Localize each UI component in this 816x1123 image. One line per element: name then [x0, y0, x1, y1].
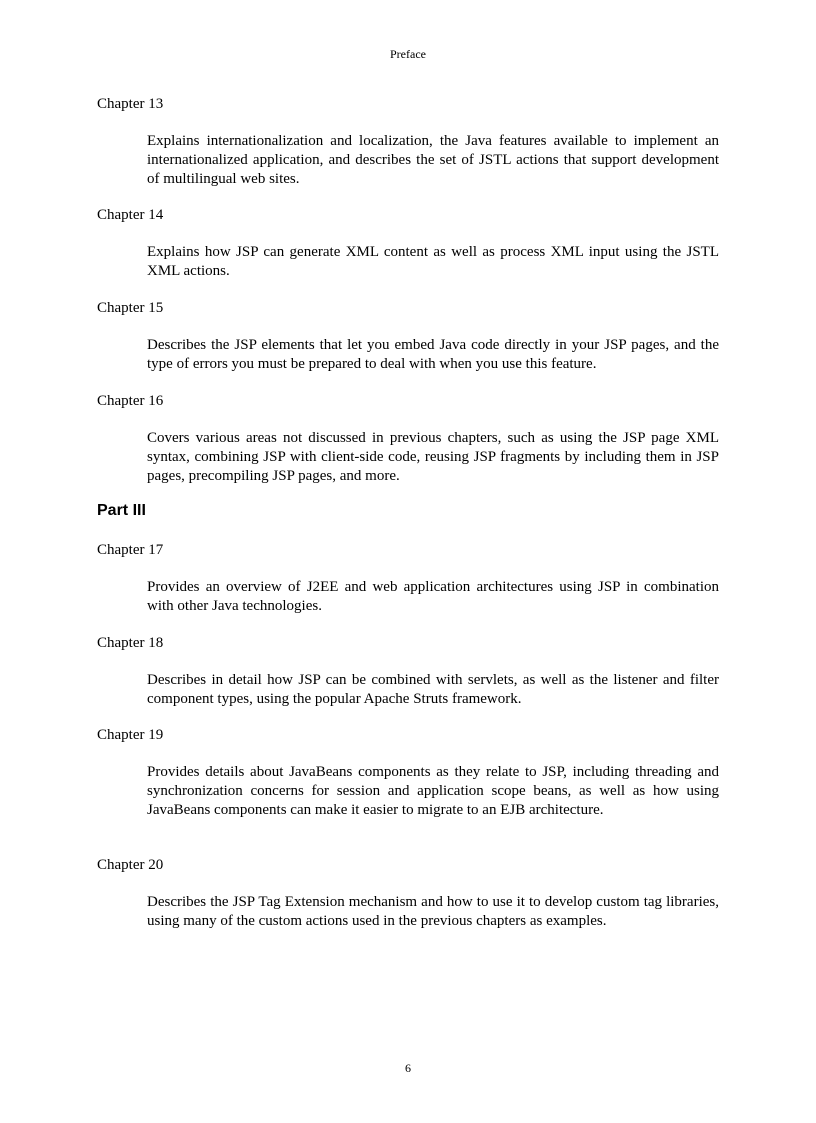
part-heading: Part III	[97, 502, 146, 519]
chapter-18-heading: Chapter 18	[97, 635, 164, 651]
chapter-15-heading: Chapter 15	[97, 300, 164, 316]
chapter-17-heading: Chapter 17	[97, 542, 164, 558]
chapter-13-description: Explains internationalization and localization, the Java features available to implement an internationalized application, and describes the set of JSTL actions that support development of multilingual web sites.	[147, 133, 719, 187]
running-head: Preface	[390, 47, 426, 61]
chapter-16-heading: Chapter 16	[97, 393, 164, 409]
chapter-14-description: Explains how JSP can generate XML content as well as process XML input using the JSTL XML actions.	[147, 244, 719, 279]
page-number: 6	[405, 1061, 411, 1075]
chapter-20-description: Describes the JSP Tag Extension mechanism and how to use it to develop custom tag libraries, using many of the custom actions used in the previous chapters as examples.	[147, 894, 719, 929]
chapter-19-description: Provides details about JavaBeans components as they relate to JSP, including threading and synchronization concerns for session and application scope beans, as well as how using JavaBeans components can make it easier to migrate to an EJB architecture.	[147, 764, 719, 818]
chapter-17-description: Provides an overview of J2EE and web application architectures using JSP in combination with other Java technologies.	[147, 579, 719, 614]
chapter-14-heading: Chapter 14	[97, 207, 164, 223]
chapter-20-heading: Chapter 20	[97, 857, 164, 873]
chapter-13-heading: Chapter 13	[97, 96, 164, 112]
chapter-15-description: Describes the JSP elements that let you embed Java code directly in your JSP pages, and the type of errors you must be prepared to deal with when you use this feature.	[147, 337, 719, 372]
chapter-18-description: Describes in detail how JSP can be combined with servlets, as well as the listener and filter component types, using the popular Apache Struts framework.	[147, 672, 719, 707]
chapter-16-description: Covers various areas not discussed in previous chapters, such as using the JSP page XML syntax, combining JSP with client-side code, reusing JSP fragments by including them in JSP pages, precompiling JSP pages, and more.	[147, 430, 719, 484]
chapter-19-heading: Chapter 19	[97, 727, 164, 743]
